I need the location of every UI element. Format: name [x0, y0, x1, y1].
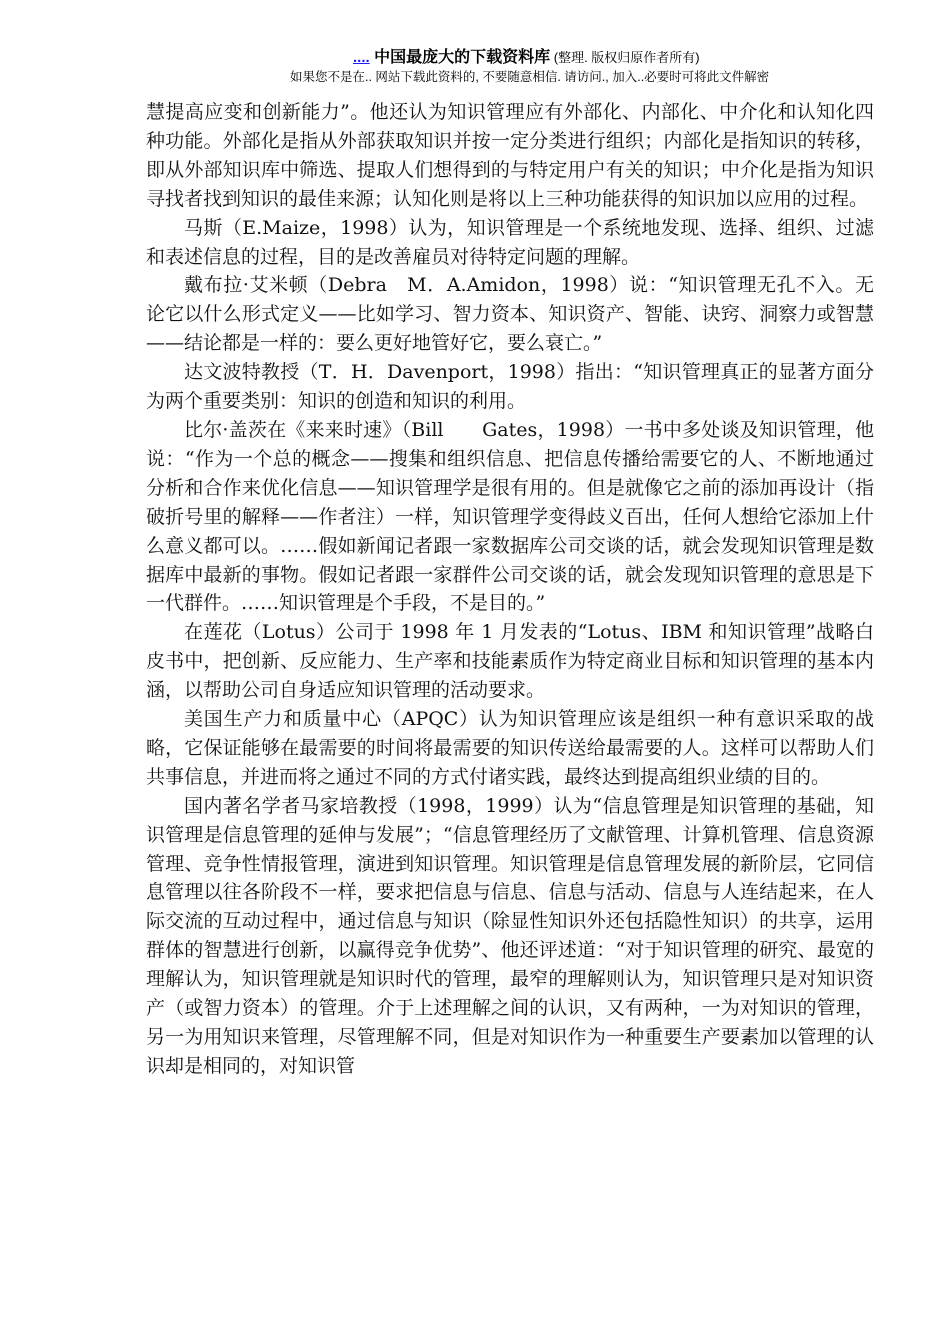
paragraph: 马斯（E.Maize，1998）认为，知识管理是一个系统地发现、选择、组织、过滤和表述信息的过程，目的是改善雇员对待特定问题的理解。	[146, 216, 874, 268]
copyright-note: (整理. 版权归原作者所有)	[550, 50, 700, 65]
paragraph: 国内著名学者马家培教授（1998，1999）认为“信息管理是知识管理的基础，知识管理是信息管理的延伸与发展”；“信息管理经历了文献管理、计算机管理、信息资源管理、竞争性情报管理，演进到知识管理。知识管理是信息管理发展的新阶层，它同信息管理以往各阶段不一样，要求把信息与信息、信息与活动、信息与人连结起来，在人际交流的互动过程中，通过信息与知识（除显性知识外还包括隐性知识）的共享，运用群体的智慧进行创新，以赢得竞争优势”、他还评述道：“对于知识管理的研究、最宽的理解认为，知识管理就是知识时代的管理，最窄的理解则认为，知识管理只是对知识资产（或智力资本）的管理。介于上述理解之间的认识，又有两种，一为对知识的管理，另一为用知识来管理，尽管理解不同，但是对知识作为一种重要生产要素加以管理的认识却是相同的，对知识管	[146, 794, 874, 1077]
paragraph: 戴布拉·艾米顿（Debra M．A.Amidon，1998）说：“知识管理无孔不入。无论它以什么形式定义——比如学习、智力资本、知识资产、智能、诀窍、洞察力或智慧——结论都是一样的：要么更好地管好它，要么衰亡。”	[146, 274, 874, 355]
paragraph: 在莲花（Lotus）公司于 1998 年 1 月发表的“Lotus、IBM 和知识管理”战略白皮书中，把创新、反应能力、生产率和技能素质作为特定商业目标和知识管理的基本内涵，以帮助公司自身适应知识管理的活动要求。	[146, 621, 874, 702]
header-title: 中国最庞大的下载资料库	[369, 49, 551, 66]
paragraph: 达文波特教授（T．H．Davenport，1998）指出：“知识管理真正的显著方面分为两个重要类别：知识的创造和知识的利用。	[146, 361, 874, 413]
document-body	[146, 98, 874, 1081]
site-link[interactable]: ....	[353, 49, 370, 66]
paragraph: 慧提高应变和创新能力”。他还认为知识管理应有外部化、内部化、中介化和认知化四种功能。外部化是指从外部获取知识并按一定分类进行组织；内部化是指知识的转移，即从外部知识库中筛选、提取人们想得到的与特定用户有关的知识；中介化是指为知识寻找者找到知识的最佳来源；认知化则是将以上三种功能获得的知识加以应用的过程。	[146, 101, 874, 210]
paragraph: 比尔·盖茨在《来来时速》（Bill Gates，1998）一书中多处谈及知识管理，他说：“作为一个总的概念——搜集和组织信息、把信息传播给需要它的人、不断地通过分析和合作来优化信息——知识管理学是很有用的。但是就像它之前的添加再设计（指破折号里的解释——作者注）一样，知识管理学变得歧义百出，任何人想给它添加上什么意义都可以。……假如新闻记者跟一家数据库公司交谈的话，就会发现知识管理是数据库中最新的事物。假如记者跟一家群件公司交谈的话，就会发现知识管理的意思是下一代群件。……知识管理是个手段，不是目的。”	[146, 418, 874, 615]
header-subtitle: 如果您不是在.. 网站下载此资料的, 不要随意相信. 请访问., 加入..必要时可将此文件解密	[290, 70, 770, 84]
header-line	[353, 44, 700, 67]
paragraph: 美国生产力和质量中心（APQC）认为知识管理应该是组织一种有意识采取的战略，它保证能够在最需要的时间将最需要的知识传送给最需要的人。这样可以帮助人们共事信息，并进而将之通过不同的方式付诸实践，最终达到提高组织业绩的目的。	[146, 708, 874, 788]
